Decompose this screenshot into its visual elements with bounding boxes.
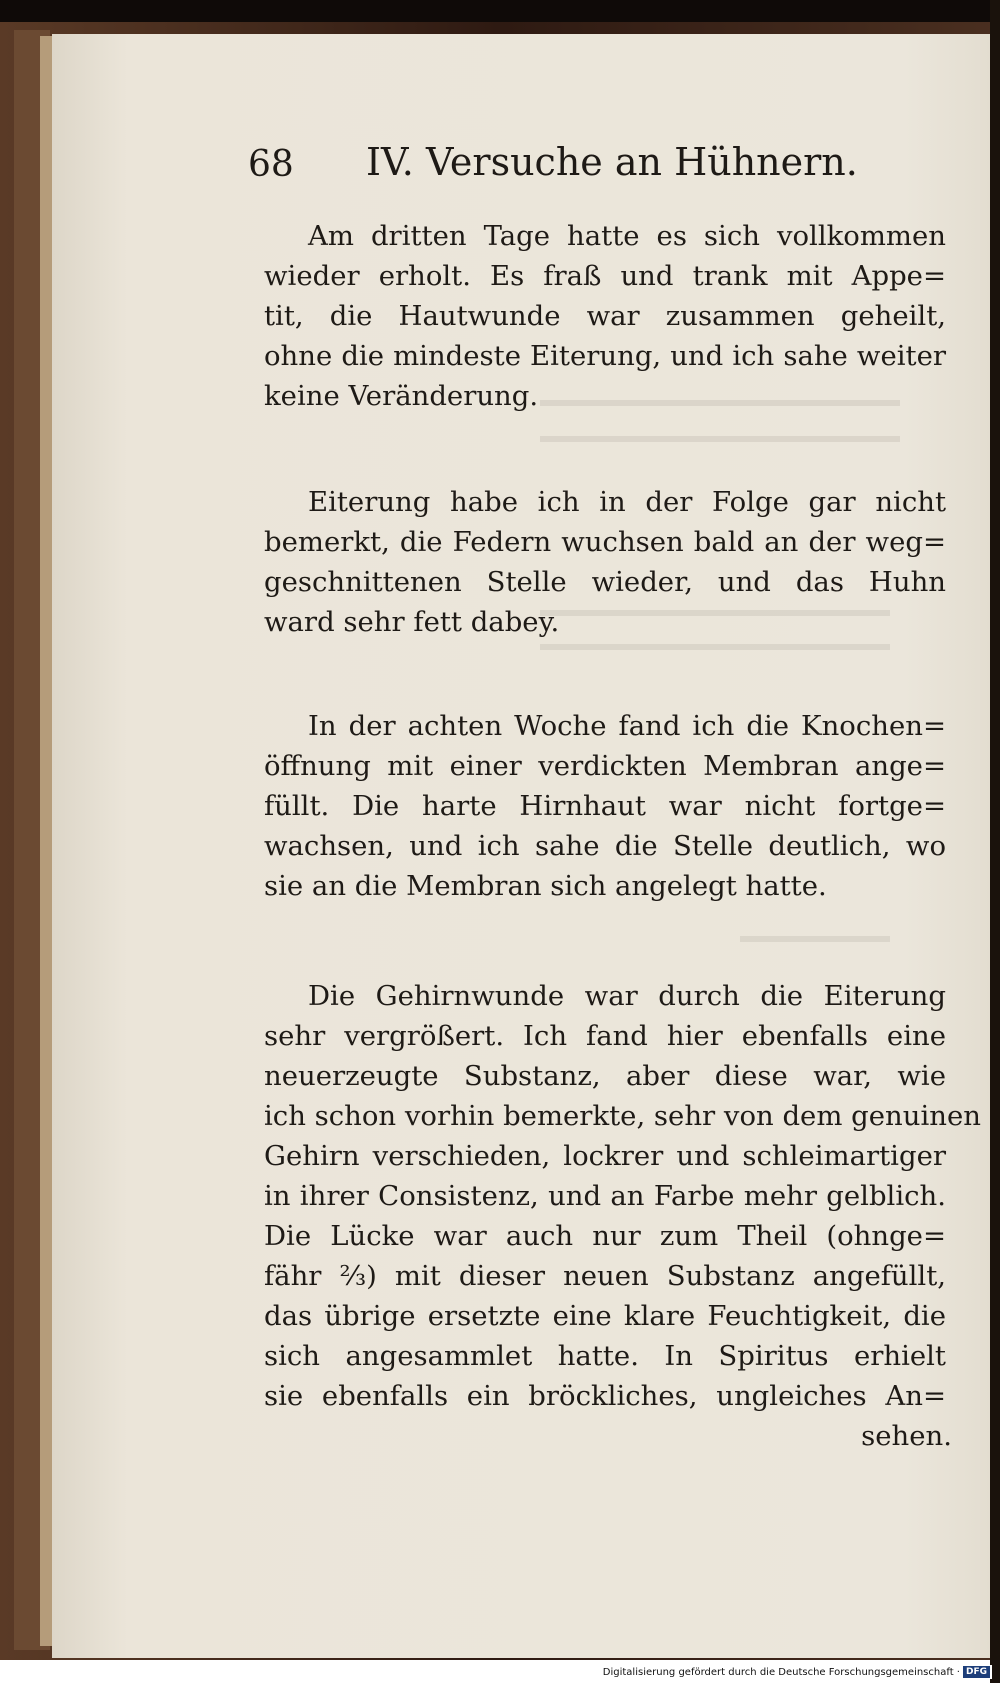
text-line: das übrige ersetzte eine klare Feuchtigkeit, die: [264, 1300, 946, 1332]
text-line: bemerkt, die Federn wuchsen bald an der weg=: [264, 526, 946, 558]
text-line: ward sehr fett dabey.: [264, 606, 560, 638]
text-line: fähr ⅔) mit dieser neuen Substanz angefüllt,: [264, 1260, 946, 1292]
catchword: sehen.: [861, 1420, 952, 1452]
paragraph-4: [264, 976, 981, 1416]
text-line: in ihrer Consistenz, und an Farbe mehr gelblich.: [264, 1180, 946, 1212]
paragraph-1: [264, 216, 946, 416]
text-line: Am dritten Tage hatte es sich vollkommen: [308, 220, 946, 252]
text-line: ich schon vorhin bemerkte, sehr von dem genuinen: [264, 1100, 981, 1132]
text-line: In der achten Woche fand ich die Knochen=: [308, 710, 946, 742]
page-number: 68: [248, 144, 294, 185]
text-line: Die Gehirnwunde war durch die Eiterung: [308, 980, 946, 1012]
text-line: sehr vergrößert. Ich fand hier ebenfalls eine: [264, 1020, 946, 1052]
text-line: wachsen, und ich sahe die Stelle deutlich, wo: [264, 830, 946, 862]
text-line: geschnittenen Stelle wieder, und das Huhn: [264, 566, 946, 598]
page-header: [248, 140, 948, 196]
text-line: Eiterung habe ich in der Folge gar nicht: [308, 486, 946, 518]
text-line: sie an die Membran sich angelegt hatte.: [264, 870, 827, 902]
text-line: neuerzeugte Substanz, aber diese war, wie: [264, 1060, 946, 1092]
text-line: Die Lücke war auch nur zum Theil (ohnge=: [264, 1220, 946, 1252]
running-title: IV. Versuche an Hühnern.: [366, 140, 858, 184]
paragraph-3: [264, 706, 946, 906]
text-line: sich angesammlet hatte. In Spiritus erhielt: [264, 1340, 946, 1372]
text-line: Gehirn verschieden, lockrer und schleimartiger: [264, 1140, 946, 1172]
digitization-credit: [601, 1665, 992, 1679]
text-line: wieder erholt. Es fraß und trank mit Appe=: [264, 260, 946, 292]
credit-text: Digitalisierung gefördert durch die Deutsche Forschungsgemeinschaft ·: [602, 1666, 960, 1678]
text-line: öffnung mit einer verdickten Membran ange=: [264, 750, 946, 782]
text-line: füllt. Die harte Hirnhaut war nicht fortge=: [264, 790, 946, 822]
text-line: tit, die Hautwunde war zusammen geheilt,: [264, 300, 946, 332]
dfg-logo: DFG: [963, 1666, 990, 1678]
text-line: sie ebenfalls ein bröckliches, ungleiches An=: [264, 1380, 946, 1412]
paragraph-2: [264, 482, 946, 642]
text-line: keine Veränderung.: [264, 380, 539, 412]
text-line: ohne die mindeste Eiterung, und ich sahe weiter: [264, 340, 946, 372]
